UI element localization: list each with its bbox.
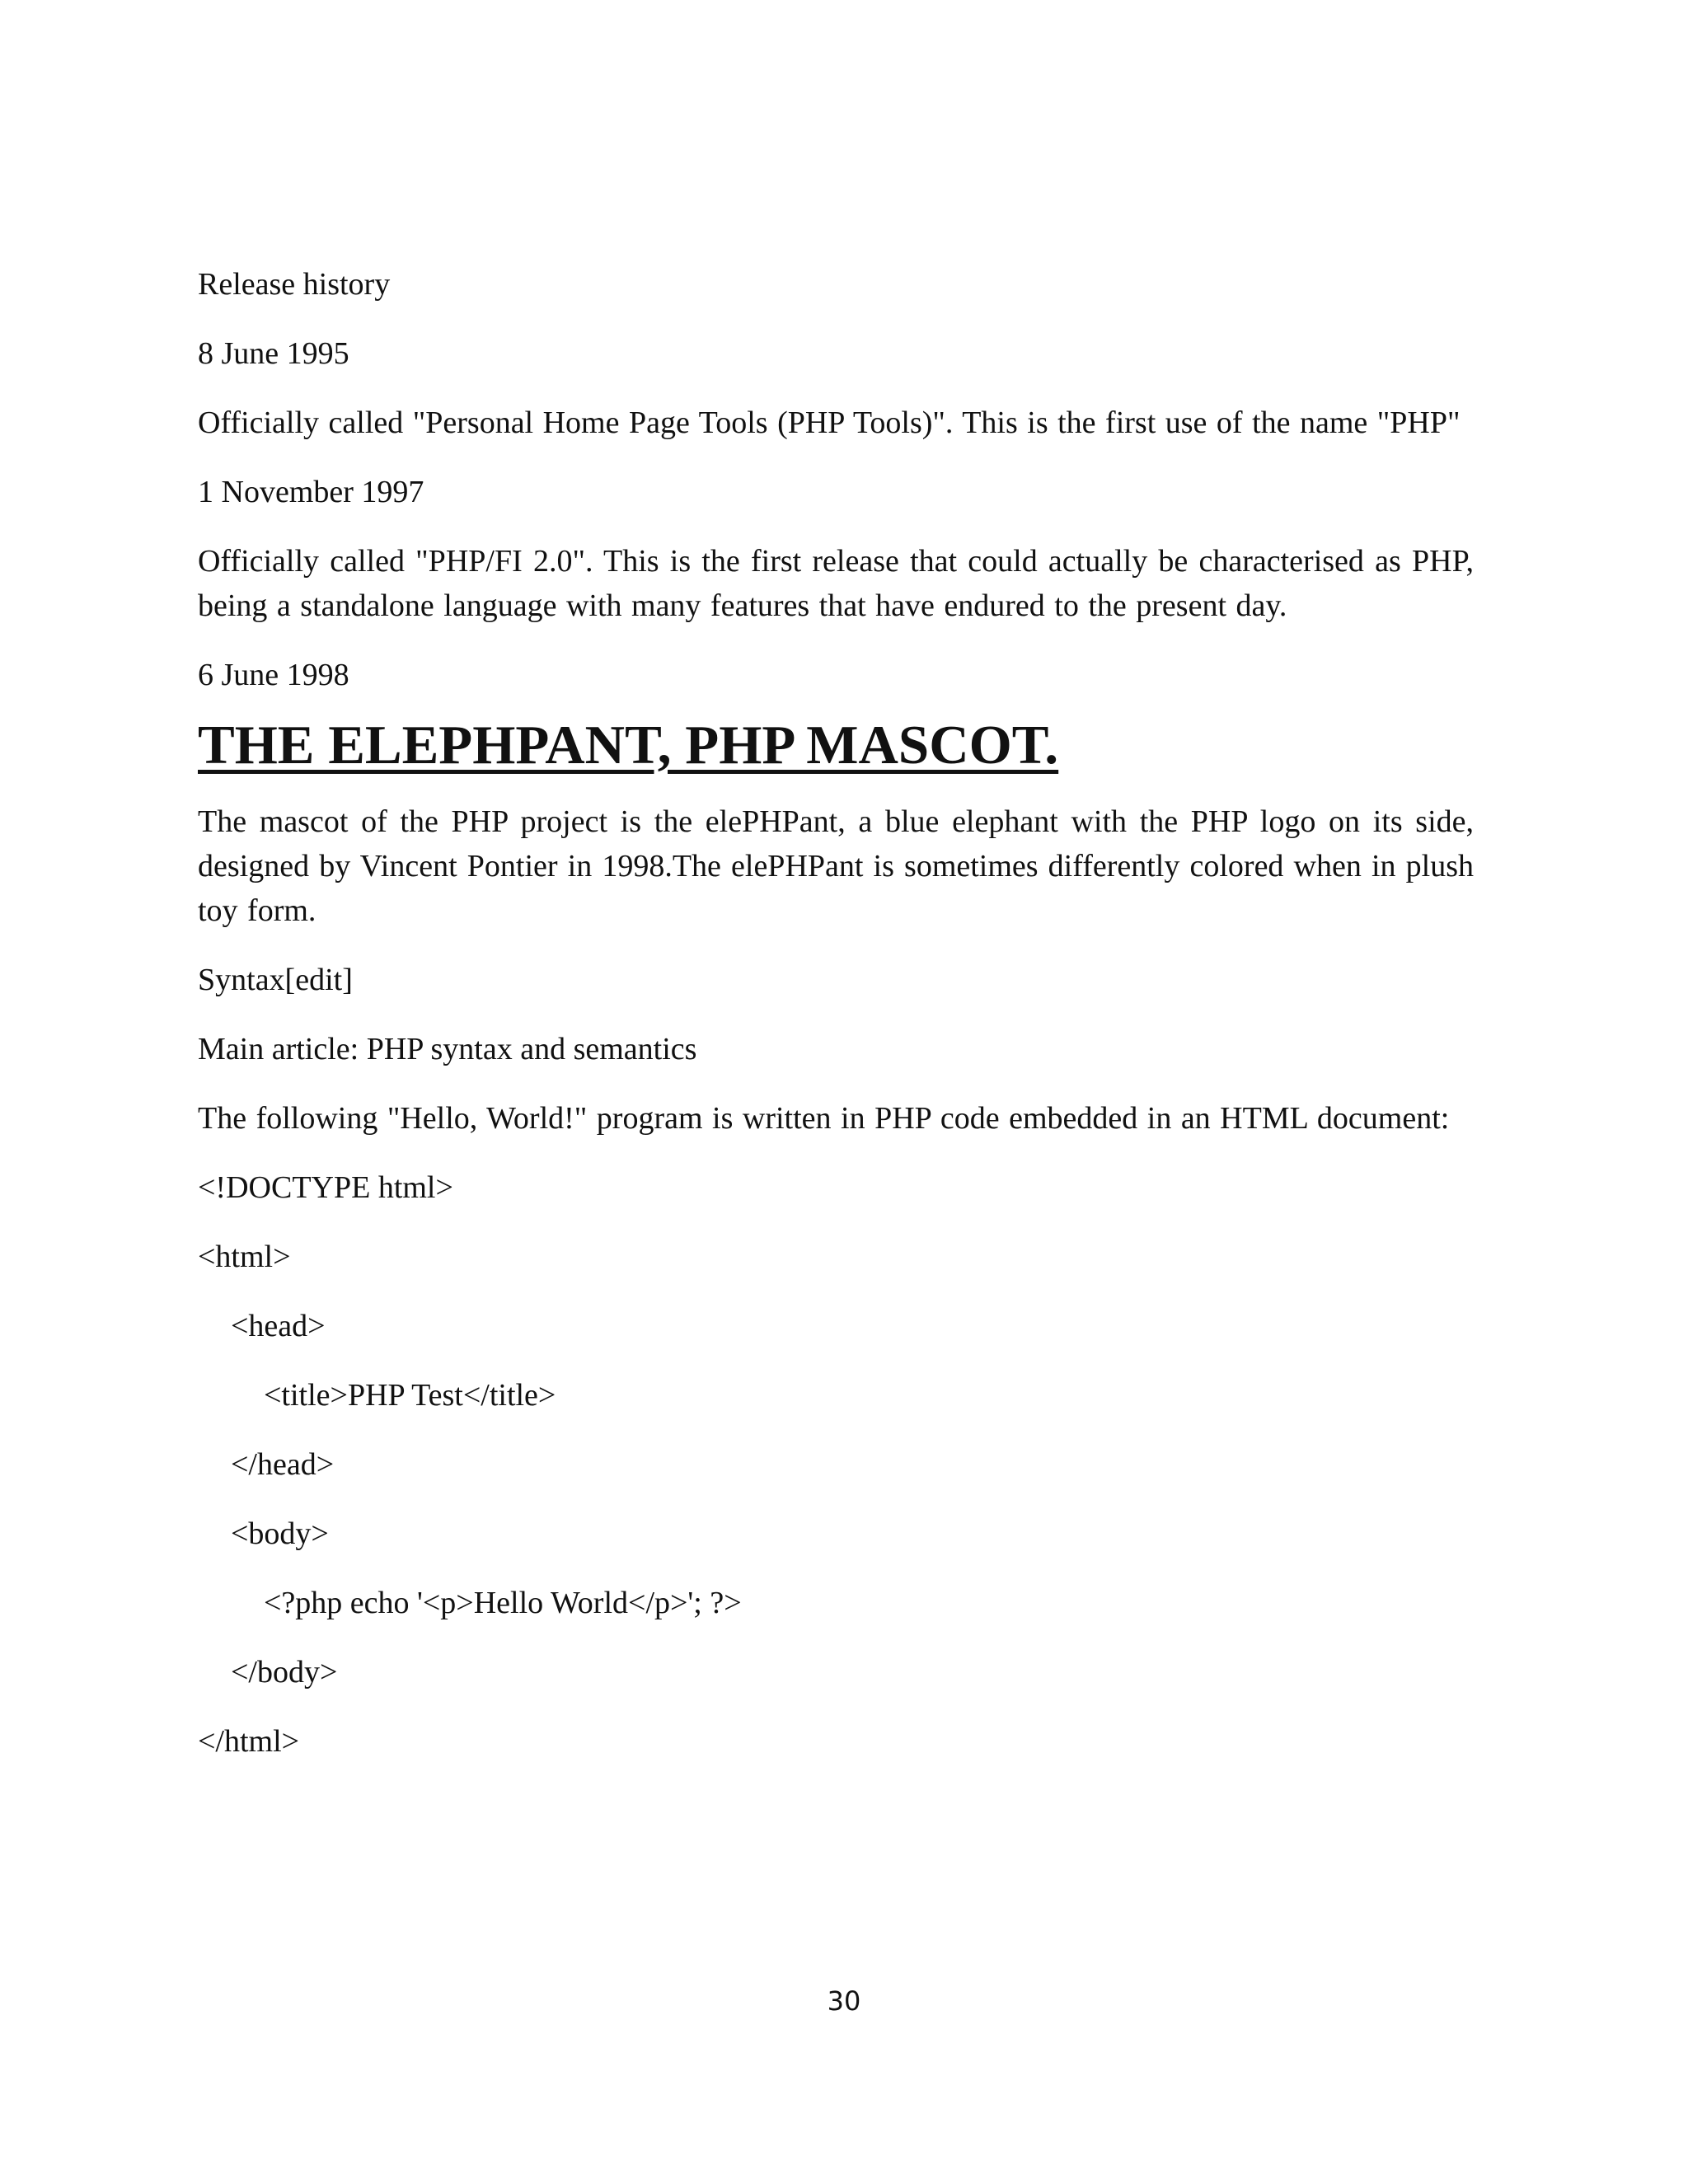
- release-description-1997: Officially called "PHP/FI 2.0". This is the first release that could actually be characterised as PHP, being a standalone language with many features that have endured to the present day.: [198, 544, 1474, 623]
- release-date-1998: 6 June 1998: [198, 658, 349, 692]
- mascot-heading: THE ELEPHPANT, PHP MASCOT.: [198, 715, 1059, 776]
- code-example: [198, 1165, 1474, 1764]
- code-line-html-close: </html>: [198, 1724, 300, 1759]
- release-date-1995: 8 June 1995: [198, 336, 349, 371]
- hello-world-intro: The following "Hello, World!" program is written in PHP code embedded in an HTML document:: [198, 1101, 1450, 1136]
- page-content: [198, 262, 1474, 1764]
- syntax-label: Syntax[edit]: [198, 963, 353, 997]
- mascot-paragraph: The mascot of the PHP project is the elePHPant, a blue elephant with the PHP logo on its side, designed by Vincent Pontier in 1998.The elePHPant is sometimes differently colored when in plush toy form.: [198, 804, 1474, 928]
- code-line-head-close: </head>: [231, 1447, 335, 1482]
- code-line-title: <title>PHP Test</title>: [264, 1378, 556, 1413]
- code-line-head-open: <head>: [231, 1309, 326, 1343]
- release-description-1995: Officially called "Personal Home Page Tools (PHP Tools)". This is the first use of the name "PHP": [198, 405, 1461, 440]
- code-line-doctype: <!DOCTYPE html>: [198, 1170, 453, 1205]
- code-line-body-close: </body>: [231, 1655, 338, 1690]
- code-line-php-echo: <?php echo '<p>Hello World</p>'; ?>: [264, 1586, 742, 1620]
- page-number: 30: [827, 1985, 861, 2017]
- main-article-note: Main article: PHP syntax and semantics: [198, 1032, 697, 1066]
- code-line-body-open: <body>: [231, 1516, 329, 1551]
- release-date-1997: 1 November 1997: [198, 475, 424, 509]
- code-line-html-open: <html>: [198, 1240, 291, 1274]
- release-history-label: Release history: [198, 267, 391, 302]
